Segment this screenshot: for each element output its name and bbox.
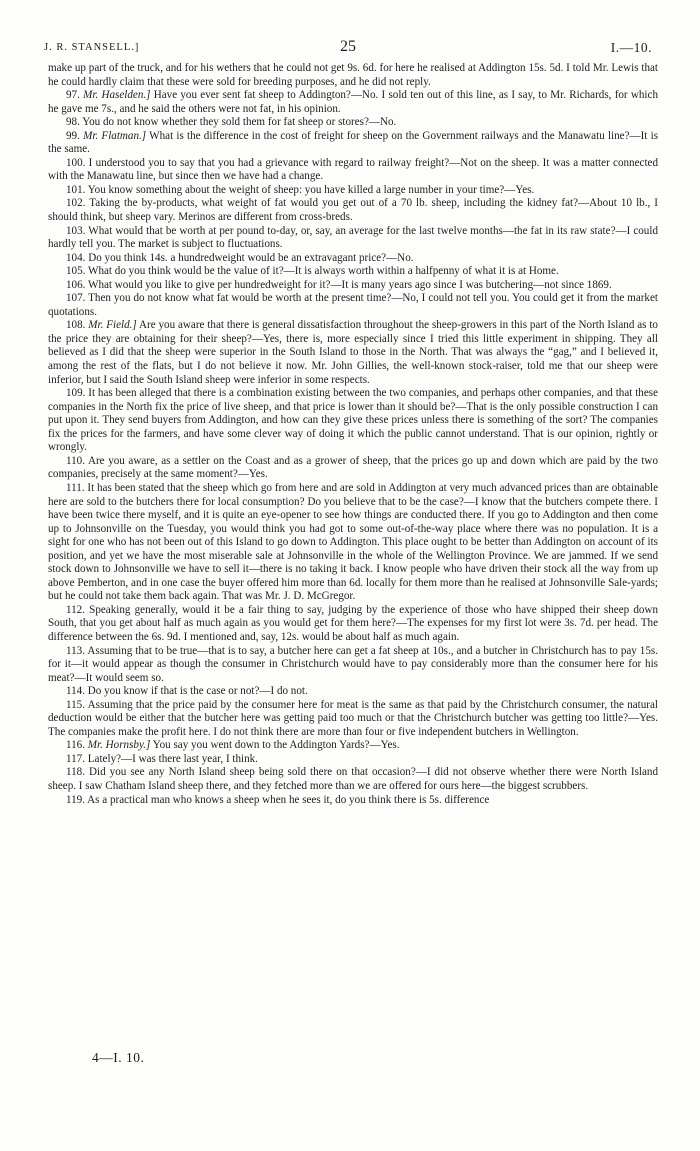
evidence-paragraph [48,604,658,645]
paragraph-text: 102. Taking the by-products, what weight of fat would you get out of a 70 lb. sheep, including the kidney fat?—About 10 lb., I should think, but sheep vary. Merinos are different from cross-breds. [48,197,658,224]
paragraph-text: 101. You know something about the weight of sheep: you have killed a large number in your time?—Yes. [66,183,535,196]
evidence-paragraph [48,455,658,482]
paragraph-text: 115. Assuming that the price paid by the consumer here for meat is the same as that paid by the Christchurch consumer, the natural deduction would be either that the butcher here was getting paid too much or that the Christchurch butcher was getting too little?—Yes. The companies make the profit here. I do not think there are more than four or five independent butchers in Wellington. [48,698,658,738]
speaker-name: Mr. Flatman.] [83,129,147,142]
evidence-paragraph [48,265,658,279]
paragraph-text: What is the difference in the cost of freight for sheep on the Government railways and the Manawatu line?—It is the same. [48,129,659,156]
running-header [44,38,652,58]
evidence-paragraph [48,130,658,157]
paragraph-text: 117. Lately?—I was there last year, I think. [66,752,258,765]
evidence-paragraph [48,116,658,130]
evidence-text [48,62,658,807]
paragraph-text: 98. You do not know whether they sold them for fat sheep or stores?—No. [66,116,397,129]
evidence-paragraph [48,252,658,266]
page-number: 25 [340,38,356,55]
evidence-paragraph [48,292,658,319]
paper-reference: I.—10. [610,40,652,55]
paragraph-text: 109. It has been alleged that there is a combination existing between the two companies, and perhaps other companies, and that these companies in the North fix the price of live sheep, and that price is lower than it should be?—That is the only possible construction I can put upon it. They send buyers from Addington, and how can they give these prices unless there is something of the sort? The companies fix the prices for the farmers, and have some clever way of doing it which the public cannot understand. That is our opinion, rightly or wrongly. [48,387,658,454]
evidence-paragraph [48,766,658,793]
evidence-paragraph [48,62,658,89]
paragraph-text: 111. It has been stated that the sheep which go from here and are sold in Addington at very much advanced prices than are obtainable here are sold to the butchers there for local consumption? Do you believe that to be the case?—I know that the butchers compete there. I have been twice there myself, and it is quite an eye-opener to see how things are conducted there. If you go to Addington and then come up to Johnsonville on the Tuesday, you would think you had got to some out-of-the-way place where there was no population. It is a sight for one who has not been out of this Island to go down to Addington. This place ought to be better than Addington on account of its position, and yet we have the most miserable sale at Johnsonville in the whole of the Wellington Province. We are jammed. If we send stock down to Johnsonville we have to sell it—there is no taking it back. I know people who have driven their stock all the way from up above Pemberton, and in one case the buyer offered him more than 6d. locally for them more than he realised at Johnsonville Sale-yards; but he could not take them back again. That was Mr. J. D. McGregor. [48,481,658,603]
paragraph-text: 112. Speaking generally, would it be a fair thing to say, judging by the experience of those who have shipped their sheep down South, that you get about half as much again as you would get for them here?—The expenses for my first lot were 3s. 7d. per head. The difference between the 6s. 9d. I mentioned and, say, 12s. would be about half as much again. [48,603,658,643]
evidence-paragraph [48,184,658,198]
evidence-paragraph [48,89,658,116]
evidence-paragraph [48,645,658,686]
evidence-paragraph [48,157,658,184]
evidence-paragraph [48,319,658,387]
evidence-paragraph [48,794,658,808]
paragraph-text: Have you ever sent fat sheep to Addington?—No. I sold ten out of this line, as I say, to Mr. Richards, for which he gave me 7s., and he said the others were not fat, in his opinion. [48,89,658,115]
witness-name-header: J. R. STANSELL.] [44,42,140,53]
paragraph-text: make up part of the truck, and for his wethers that he could not get 9s. 6d. for here he realised at Addington 15s. 5d. I told Mr. Lewis that he could hardly claim that these were sold for breeding purposes, and he did not reply. [48,62,658,88]
evidence-paragraph [48,739,658,753]
paragraph-text: 107. Then you do not know what fat would be worth at the present time?—No, I could not tell you. You could get it from the market quotations. [48,292,658,318]
speaker-label: 116. Mr. Hornsby.] [66,739,151,752]
evidence-paragraph [48,197,658,224]
speaker-label: 108. Mr. Field.] [66,319,137,332]
evidence-paragraph [48,685,658,699]
paragraph-text: 118. Did you see any North Island sheep being sold there on that occasion?—I did not observe whether there were North Island sheep. I saw Chatham Island sheep there, and they fetched more than we are offered for ours here—the biggest scrubbers. [48,766,658,792]
paragraph-text: You say you went down to the Addington Yards?—Yes. [150,739,400,752]
evidence-paragraph [48,753,658,767]
evidence-paragraph [48,387,658,455]
paragraph-text: 104. Do you think 14s. a hundredweight would be an extravagant price?—No. [66,251,414,264]
paragraph-text: 110. Are you aware, as a settler on the Coast and as a grower of sheep, that the prices go up and down which are paid by the two companies, precisely at the same moment?—Yes. [48,454,658,481]
printer-signature: 4—I. 10. [92,1050,145,1065]
paragraph-text: 106. What would you like to give per hundredweight for it?—It is many years ago since I was butchering—not since 1869. [66,278,612,291]
paragraph-text: 100. I understood you to say that you had a grievance with regard to railway freight?—Not on the sheep. It was a matter connected with the Manawatu line, but since then we have had a change. [48,156,658,183]
speaker-label: 99. Mr. Flatman.] [66,129,147,142]
paragraph-text: 114. Do you know if that is the case or not?—I do not. [66,685,308,698]
paragraph-text: 103. What would that be worth at per pound to-day, or, say, an average for the last twelve months—the fat in its raw state?—I could hardly tell you. The market is subject to fluctuations. [48,224,658,251]
paragraph-text: 119. As a practical man who knows a sheep when he sees it, do you think there is 5s. difference [66,793,490,806]
speaker-name: Mr. Field.] [88,319,137,332]
speaker-name: Mr. Haselden.] [83,89,151,102]
evidence-paragraph [48,482,658,604]
evidence-paragraph [48,225,658,252]
paragraph-text: Are you aware that there is general dissatisfaction throughout the sheep-growers in this part of the North Island as to the price they are obtaining for their sheep?—Yes, there is, more especially since I tried this little experiment in shipping. They all believed as I did that the sheep were superior in the South Island to those in the North. That was always the “gag,” and I believed it, among the rest of the flats, but I do not believe it now. Mr. John Gillies, the well-known stock-raiser, told me that our sheep were inferior, but I said the South Island sheep were inferior in some respects. [48,319,658,386]
evidence-paragraph [48,279,658,293]
paragraph-text: 113. Assuming that to be true—that is to say, a butcher here can get a fat sheep at 10s., and a butcher in Christchurch has to pay 15s. for it—it would appear as though the consumer in Christchurch would have to pay considerably more than the consumer here for his meat?—It would seem so. [48,644,658,684]
evidence-paragraph [48,699,658,740]
speaker-label: 97. Mr. Haselden.] [66,89,151,102]
speaker-name: Mr. Hornsby.] [87,739,151,752]
paragraph-text: 105. What do you think would be the value of it?—It is always worth within a halfpenny of what it is at Home. [66,265,559,278]
